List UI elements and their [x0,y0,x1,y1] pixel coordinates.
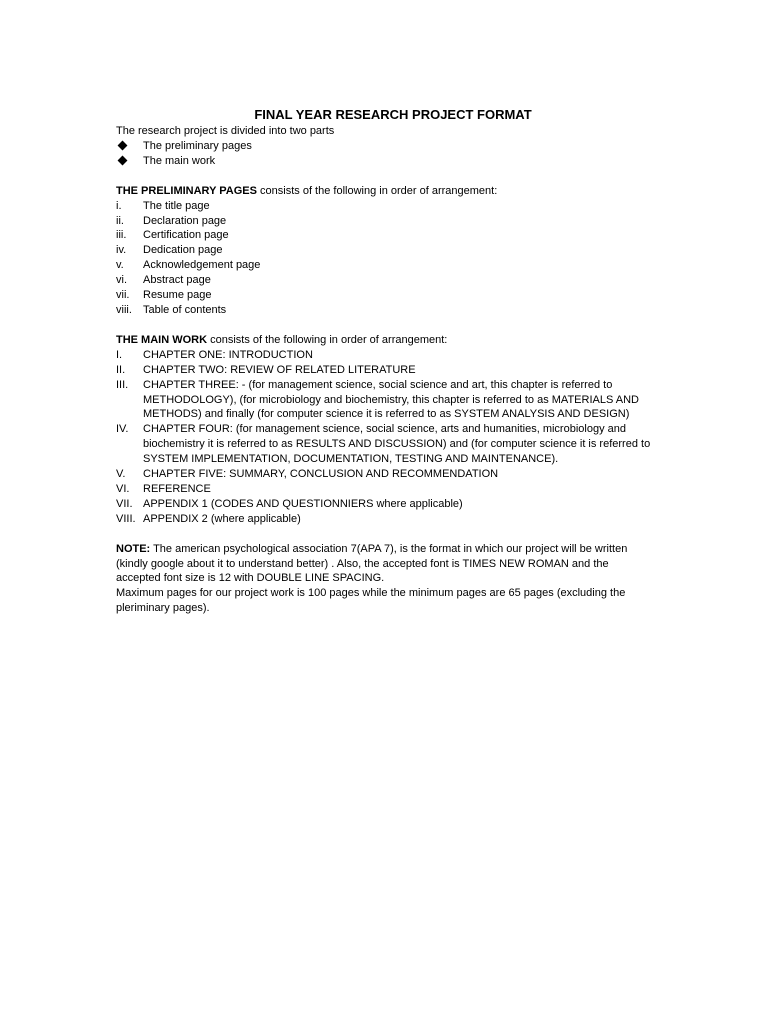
preliminary-intro [116,184,656,199]
item-text: Acknowledgement page [143,259,261,272]
item-text: Dedication page [143,244,223,257]
item-text: The title page [143,199,210,212]
item-number: II. [116,363,126,376]
item-number: III. [116,378,129,391]
parts-list [116,139,656,169]
item-text: Abstract page [143,274,211,287]
item-text: CHAPTER ONE: INTRODUCTION [143,348,313,361]
item-number: I. [116,348,123,361]
spacer [116,318,656,333]
list-item [116,482,656,497]
item-number: VII. [116,497,133,510]
diamond-bullet-icon [116,154,143,169]
item-text: APPENDIX 2 (where applicable) [143,512,301,525]
list-item [116,199,656,214]
item-number: vi. [116,274,127,287]
item-number: ii. [116,214,124,227]
preliminary-lead: consists of the following in order of arrangement: [256,184,498,197]
list-item [116,228,656,243]
note-paragraph [116,542,656,587]
item-number: IV. [116,423,129,436]
preliminary-heading: THE PRELIMINARY PAGES [116,184,257,197]
item-text: Certification page [143,229,229,242]
preliminary-list [116,199,656,318]
page-limits-paragraph: Maximum pages for our project work is 100 pages while the minimum pages are 65 pages (excluding the pleriminary pages). [116,587,626,615]
list-item [116,214,656,229]
list-item [116,258,656,273]
list-item [116,497,656,512]
spacer [116,527,656,542]
list-item [116,154,656,169]
item-text: CHAPTER TWO: REVIEW OF RELATED LITERATURE [143,363,416,376]
item-number: VI. [116,482,130,495]
list-item [116,512,656,527]
main-work-lead: consists of the following in order of arrangement: [207,333,448,346]
list-item [116,273,656,288]
item-text: Resume page [143,289,212,302]
item-number: V. [116,468,126,481]
item-number: vii. [116,289,130,302]
item-text: CHAPTER FOUR: (for management science, social science, arts and humanities, microbiology and biochemistry it is referred to as RESULTS AND DISCUSSION) and (for computer science it is referred to SYSTEM IMPLEMENTATION, DOCUMENTATION, TESTING AND MAINTENANCE). [143,423,651,466]
list-item [116,139,656,154]
item-text: CHAPTER FIVE: SUMMARY, CONCLUSION AND RECOMMENDATION [143,468,499,481]
item-number: viii. [116,303,132,316]
item-text: APPENDIX 1 (CODES AND QUESTIONNIERS where applicable) [143,497,463,510]
list-item [116,378,656,423]
diamond-bullet-icon [116,139,143,154]
item-text: Declaration page [143,214,227,227]
list-item [116,303,656,318]
intro-text: The research project is divided into two parts [116,125,335,137]
spacer [116,169,656,184]
main-work-heading: THE MAIN WORK [116,333,208,346]
main-work-intro [116,333,656,348]
main-work-list [116,348,656,527]
item-number: i. [116,199,122,212]
item-number: iv. [116,244,127,257]
list-item [116,348,656,363]
part-label: The preliminary pages [143,139,252,152]
item-number: VIII. [116,512,136,525]
item-text: Table of contents [143,303,227,316]
list-item [116,243,656,258]
document-title: FINAL YEAR RESEARCH PROJECT FORMAT [254,107,532,122]
item-number: v. [116,259,124,272]
list-item [116,422,656,467]
item-number: iii. [116,229,127,242]
document-page [116,106,656,616]
list-item [116,363,656,378]
item-text: REFERENCE [143,482,211,495]
list-item [116,467,656,482]
list-item [116,288,656,303]
note-text: The american psychological association 7(APA 7), is the format in which our project will be written (kindly google about it to understand better) . Also, the accepted font is TIMES NEW ROMAN and the accepted font size is 12 with DOUBLE LINE SPACING. [116,542,628,585]
note-label: NOTE: [116,542,151,555]
item-text: CHAPTER THREE: - (for management science, social science and art, this chapter is referred to METHODOLOGY), (for microbiology and biochemistry, this chapter is referred to as MATERIALS AND METHODS) and finally (for computer science it is referred to as SYSTEM ANALYSIS AND DESIGN) [143,378,639,421]
part-label: The main work [143,154,216,167]
